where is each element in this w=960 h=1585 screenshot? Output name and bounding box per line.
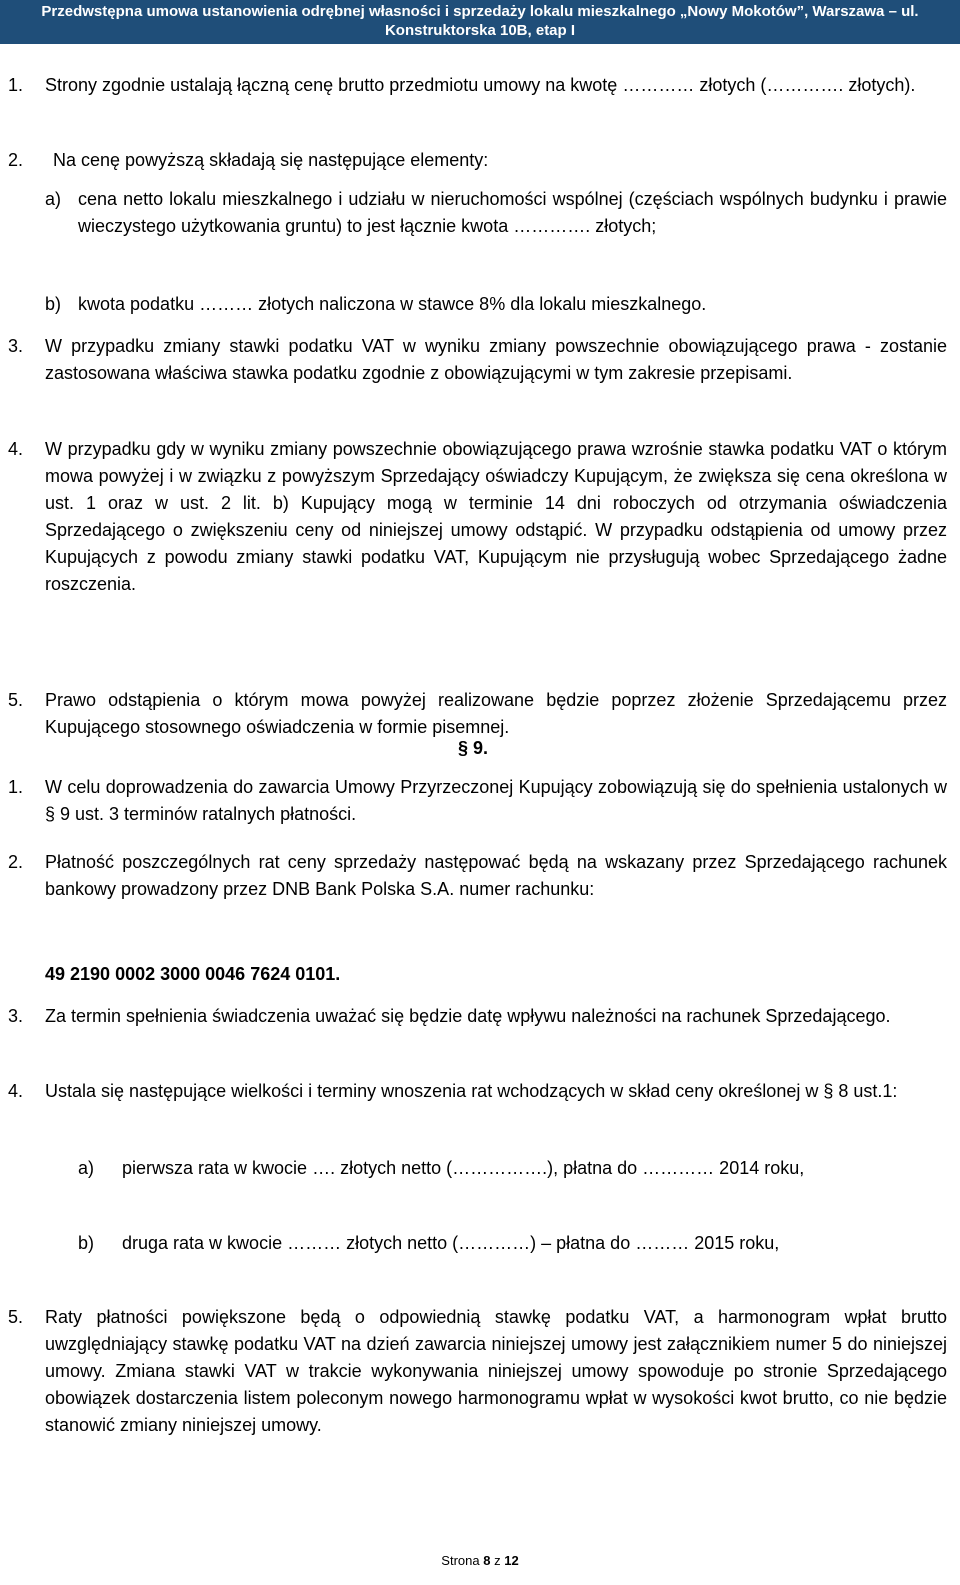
footer-total: 12 xyxy=(504,1553,519,1568)
item-letter: b) xyxy=(45,294,62,314)
paragraph: pierwsza rata w kwocie …. złotych netto (…………….), płatna do ………… 2014 roku, xyxy=(122,1158,805,1178)
item-number: 5. xyxy=(8,1307,24,1327)
document-header xyxy=(0,0,960,44)
paragraph: Ustala się następujące wielkości i terminy wnoszenia rat wchodzących w skład ceny określonej w § 8 ust.1: xyxy=(45,1081,898,1101)
paragraph: Prawo odstąpienia o którym mowa powyżej realizowane będzie poprzez złożenie Sprzedającemu przez Kupującego stosownego oświadczenia w formie pisemnej. xyxy=(45,690,947,737)
item-number: 4. xyxy=(8,1081,24,1101)
footer-sep: z xyxy=(494,1553,501,1568)
item-number: 1. xyxy=(8,75,24,95)
paragraph: W przypadku gdy w wyniku zmiany powszechnie obowiązującego prawa wzrośnie stawka podatku VAT o którym mowa powyżej i w związku z powyższym Sprzedający oświadczy Kupującym, że zwiększa się cena określona w ust. 1 oraz w ust. 2 lit. b) Kupujący mogą w terminie 14 dni roboczych od otrzymania oświadczenia Sprzedającego o zwiększeniu ceny od niniejszej umowy odstąpić. W przypadku odstąpienia od umowy przez Kupujących z powodu zmiany stawki podatku VAT, Kupującym nie przysługują wobec Sprzedającego żadne roszczenia. xyxy=(45,439,947,594)
paragraph: Strony zgodnie ustalają łączną cenę brutto przedmiotu umowy na kwotę ………… złotych (…………. złotych). xyxy=(45,75,916,95)
item-letter: a) xyxy=(78,1158,95,1178)
item-number: 3. xyxy=(8,1006,24,1026)
item-number: 2. xyxy=(8,150,24,170)
section-heading: § 9. xyxy=(458,738,489,758)
header-line-2: Konstruktorska 10B, etap I xyxy=(384,22,576,39)
paragraph: kwota podatku ……… złotych naliczona w stawce 8% dla lokalu mieszkalnego. xyxy=(78,294,707,314)
bank-account-number: 49 2190 0002 3000 0046 7624 0101. xyxy=(45,964,341,984)
item-number: 2. xyxy=(8,852,24,872)
item-number: 3. xyxy=(8,336,24,356)
item-number: 5. xyxy=(8,690,24,710)
paragraph: druga rata w kwocie ……… złotych netto (…………) – płatna do ……… 2015 roku, xyxy=(122,1233,780,1253)
item-number: 1. xyxy=(8,777,24,797)
paragraph: W przypadku zmiany stawki podatku VAT w wyniku zmiany powszechnie obowiązującego prawa - zostanie zastosowana właściwa stawka podatku zgodnie z obowiązującymi w tym zakresie przepisami. xyxy=(45,336,947,383)
footer-prefix: Strona xyxy=(441,1553,480,1568)
paragraph: Za termin spełnienia świadczenia uważać się będzie datę wpływu należności na rachunek Sprzedającego. xyxy=(45,1006,891,1026)
paragraph: W celu doprowadzenia do zawarcia Umowy Przyrzeczonej Kupujący zobowiązują się do spełnienia ustalonych w § 9 ust. 3 terminów ratalnych płatności. xyxy=(45,777,947,824)
footer-page: 8 xyxy=(483,1553,491,1568)
header-line-1: Przedwstępna umowa ustanowienia odrębnej własności i sprzedaży lokalu mieszkalnego „Nowy Mokotów”, Warszawa – ul. xyxy=(41,3,919,20)
item-letter: b) xyxy=(78,1233,95,1253)
paragraph: cena netto lokalu mieszkalnego i udziału w nieruchomości wspólnej (częściach wspólnych budynku i prawie wieczystego użytkowania gruntu) to jest łącznie kwota …………. złotych; xyxy=(78,189,947,236)
paragraph: Na cenę powyższą składają się następujące elementy: xyxy=(53,150,489,170)
item-letter: a) xyxy=(45,189,62,209)
paragraph: Płatność poszczególnych rat ceny sprzedaży następować będą na wskazany przez Sprzedającego rachunek bankowy prowadzony przez DNB Bank Polska S.A. numer rachunku: xyxy=(45,852,947,899)
paragraph: Raty płatności powiększone będą o odpowiednią stawkę podatku VAT, a harmonogram wpłat brutto uwzględniający stawkę podatku VAT na dzień zawarcia niniejszej umowy jest załącznikiem numer 5 do niniejszej umowy. Zmiana stawki VAT w trakcie wykonywania niniejszej umowy spowoduje po stronie Sprzedającego obowiązek dostarczenia listem poleconym nowego harmonogramu wpłat w wysokości kwot brutto, co nie będzie stanowić zmiany niniejszej umowy. xyxy=(45,1307,947,1435)
item-number: 4. xyxy=(8,439,24,459)
page-footer xyxy=(0,1553,960,1568)
